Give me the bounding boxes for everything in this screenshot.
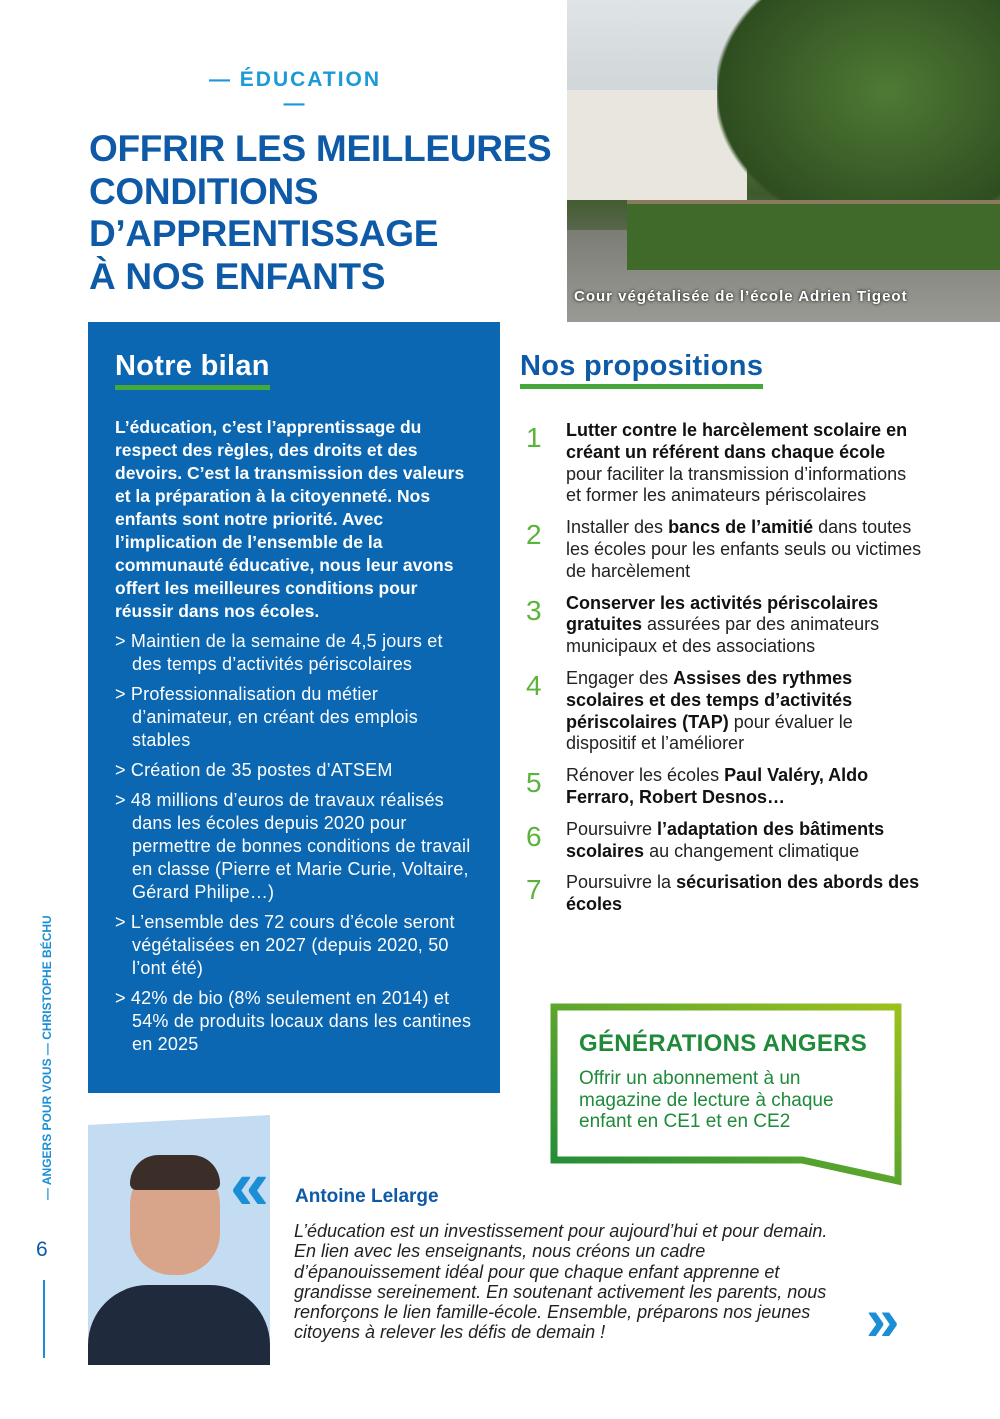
proposition-text-regular: au changement climatique <box>644 840 860 861</box>
proposition-text-bold: l’adaptation des bâtiments scolaires <box>566 818 885 861</box>
bilan-list <box>115 630 476 1056</box>
bilan-item: > L’ensemble des 72 cours d’école seront végétalisées en 2027 (depuis 2020, 50 l’ont été) <box>115 912 455 978</box>
bilan-heading: Notre bilan <box>115 350 270 390</box>
side-text: — ANGERS POUR VOUS — CHRISTOPHE BÉCHU <box>40 915 54 1200</box>
title-line: CONDITIONS <box>89 170 319 212</box>
proposition-text <box>566 420 926 507</box>
proposition-text <box>566 668 926 755</box>
proposition-text-regular: pour faciliter la transmission d’informations et former les animateurs périscolaires <box>566 463 907 506</box>
proposition-text <box>566 593 926 658</box>
proposition-number: 4 <box>526 669 542 701</box>
schoolyard-photo <box>567 0 1000 322</box>
proposition-text-regular: Engager des <box>566 667 674 688</box>
bilan-box <box>88 322 500 1093</box>
proposition-number: 3 <box>526 594 542 626</box>
proposition-text <box>566 872 926 916</box>
title-line: D’APPRENTISSAGE <box>89 213 439 254</box>
proposition-text-bold: Lutter contre le harcèlement scolaire en créant un référent dans chaque école <box>566 420 908 462</box>
section-kicker: — ÉDUCATION — <box>208 68 382 115</box>
quote-close-icon: » <box>866 1286 900 1353</box>
testimonial-quote: L’éducation est un investissement pour aujourd’hui et pour demain. En lien avec les enseignants, nous créons un cadre d’épanouissement idéal pour que chaque enfant apprenne et grandisse sereinement. En soutenant activement les parents, nous renforçons le lien famille-école. Ensemble, préparons nos jeunes citoyens à relever les défis de demain ! <box>294 1221 828 1343</box>
proposition-text <box>566 517 926 582</box>
bilan-item: > 42% de bio (8% seulement en 2014) et 54% de produits locaux dans les cantines en 2025 <box>115 988 472 1054</box>
propositions-heading: Nos propositions <box>520 350 763 389</box>
proposition-text <box>566 819 926 863</box>
proposition-number: 2 <box>526 519 542 551</box>
proposition-item <box>526 819 926 863</box>
proposition-text-regular: dans toutes les écoles pour les enfants seuls ou victimes de harcèlement <box>566 517 922 581</box>
bilan-item: > Professionnalisation du métier d’animateur, en créant des emplois stables <box>115 684 418 750</box>
proposition-item <box>526 765 926 809</box>
proposition-text-regular: Rénover les écoles <box>566 765 725 786</box>
side-divider <box>43 1280 45 1358</box>
proposition-item <box>526 517 926 582</box>
proposition-text-regular: pour évaluer le dispositif et l’améliorer <box>566 711 853 754</box>
proposition-text-bold: Conserver les activités périscolaires gratuites <box>566 592 879 635</box>
title-line: OFFRIR LES MEILLEURES <box>89 128 552 169</box>
proposition-text-regular: assurées par des animateurs municipaux et des associations <box>566 614 880 657</box>
photo-caption: Cour végétalisée de l’école Adrien Tigeot <box>574 288 908 305</box>
proposition-text-regular: Installer des <box>566 517 669 538</box>
title-line: À NOS ENFANTS <box>89 255 386 297</box>
proposition-text <box>566 765 926 809</box>
proposition-item <box>526 668 926 755</box>
generations-title: GÉNÉRATIONS ANGERS <box>579 1030 868 1057</box>
bilan-item: > Maintien de la semaine de 4,5 jours et des temps d’activités périscolaires <box>115 631 443 674</box>
bilan-intro: L’éducation, c’est l’apprentissage du respect des règles, des droits et des devoirs. C’est la transmission des valeurs et la préparation à la citoyenneté. Nos enfants sont notre priorité. Avec l’implication de l’ensemble de la communauté éducative, nous leur avons offert les meilleures conditions pour réussir dans nos écoles. <box>115 417 465 621</box>
proposition-number: 5 <box>526 767 542 799</box>
testimonial-name: Antoine Lelarge <box>295 1186 439 1207</box>
side-running-title <box>30 915 60 1200</box>
proposition-text-bold: Paul Valéry, Aldo Ferraro, Robert Desnos… <box>566 765 869 807</box>
proposition-text-regular: Poursuivre la <box>566 872 677 893</box>
proposition-number: 7 <box>526 874 542 906</box>
proposition-number: 6 <box>526 820 542 852</box>
proposition-number: 1 <box>526 422 542 453</box>
proposition-item <box>526 420 926 507</box>
proposition-text-regular: Poursuivre <box>566 818 658 839</box>
propositions-list <box>526 420 926 926</box>
proposition-item <box>526 593 926 658</box>
generations-text: Offrir un abonnement à un magazine de lecture à chaque enfant en CE1 et en CE2 <box>579 1068 834 1132</box>
bilan-item: > Création de 35 postes d’ATSEM <box>115 760 393 780</box>
proposition-item <box>526 872 926 916</box>
quote-open-icon: « <box>230 1146 269 1224</box>
proposition-text-bold: sécurisation des abords des écoles <box>566 872 920 915</box>
page-number: 6 <box>36 1238 48 1261</box>
bilan-item: > 48 millions d’euros de travaux réalisés dans les écoles depuis 2020 pour permettre de bonnes conditions de travail en classe (Pierre et Marie Curie, Voltaire, Gérard Philipe…) <box>115 790 471 902</box>
proposition-text-bold: bancs de l’amitié <box>668 517 814 538</box>
proposition-text-bold: Assises des rythmes scolaires et des temps d’activités périscolaires (TAP) <box>566 667 853 732</box>
page-title <box>89 128 564 298</box>
